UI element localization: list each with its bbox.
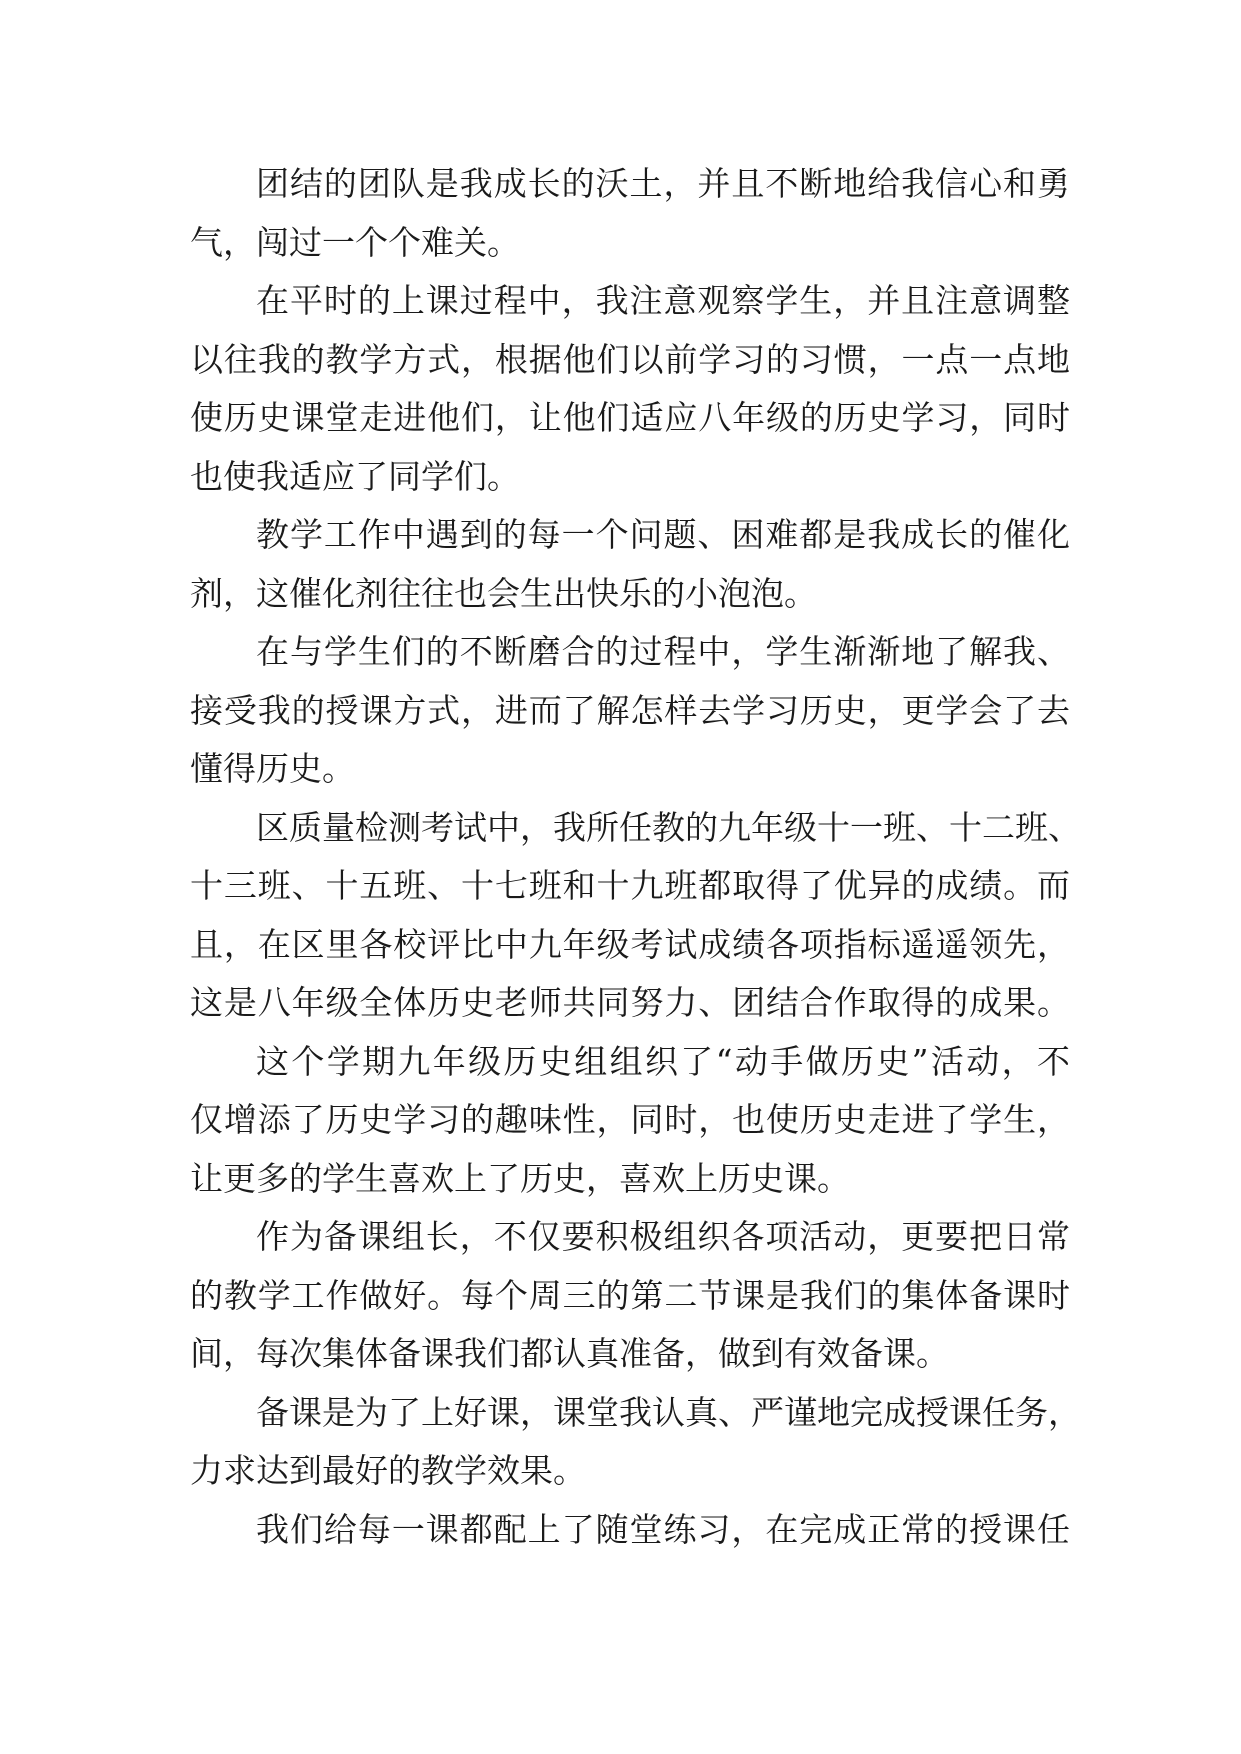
paragraph [190, 1384, 1081, 1501]
text-line: 在平时的上课过程中，我注意观察学生，并且注意调整 [256, 281, 1070, 320]
text-line: 接受我的授课方式，进而了解怎样去学习历史，更学会了去 [190, 690, 1070, 730]
paragraph [190, 506, 1070, 623]
text-line: 也使我适应了同学们。 [190, 456, 520, 496]
text-line: 仅增添了历史学习的趣味性，同时，也使历史走进了学生， [190, 1100, 1070, 1139]
text-line: 教学工作中遇到的每一个问题、困难都是我成长的催化 [256, 515, 1070, 554]
text-line: 间，每次集体备课我们都认真准备，做到有效备课。 [190, 1334, 949, 1373]
text-line: 在与学生们的不断磨合的过程中，学生渐渐地了解我、 [256, 632, 1070, 671]
text-line: 这是八年级全体历史老师共同努力、团结合作取得的成果。 [190, 983, 1070, 1022]
text-line: 十三班、十五班、十七班和十九班都取得了优异的成绩。而 [190, 866, 1070, 905]
text-line: 的教学工作做好。每个周三的第二节课是我们的集体备课时 [190, 1275, 1070, 1315]
paragraph [190, 272, 1070, 506]
text-line: 让更多的学生喜欢上了历史，喜欢上历史课。 [190, 1158, 850, 1198]
text-line: 团结的团队是我成长的沃土，并且不断地给我信心和勇 [256, 164, 1070, 203]
text-line: 我们给每一课都配上了随堂练习，在完成正常的授课任 [256, 1509, 1070, 1549]
text-line: 这个学期九年级历史组组织了“动手做历史”活动，不 [256, 1041, 1070, 1081]
text-line: 且，在区里各校评比中九年级考试成绩各项指标遥遥领先， [190, 924, 1070, 964]
paragraph [190, 623, 1070, 799]
text-line: 以往我的教学方式，根据他们以前学习的习惯，一点一点地 [190, 339, 1070, 379]
text-line: 区质量检测考试中，我所任教的九年级十一班、十二班、 [256, 807, 1081, 847]
document-body [190, 155, 1081, 1559]
paragraph [190, 1208, 1070, 1384]
text-line: 使历史课堂走进他们，让他们适应八年级的历史学习，同时 [190, 398, 1070, 437]
paragraph [190, 155, 1070, 272]
text-line: 剂，这催化剂往往也会生出快乐的小泡泡。 [190, 573, 817, 613]
paragraph [190, 799, 1081, 1033]
text-line: 气，闯过一个个难关。 [190, 222, 520, 262]
text-line: 力求达到最好的教学效果。 [190, 1451, 586, 1490]
text-line: 懂得历史。 [190, 749, 355, 788]
paragraph [190, 1501, 1070, 1560]
paragraph [190, 1033, 1070, 1209]
text-line: 备课是为了上好课，课堂我认真、严谨地完成授课任务， [256, 1392, 1081, 1432]
text-line: 作为备课组长，不仅要积极组织各项活动，更要把日常 [256, 1217, 1070, 1256]
